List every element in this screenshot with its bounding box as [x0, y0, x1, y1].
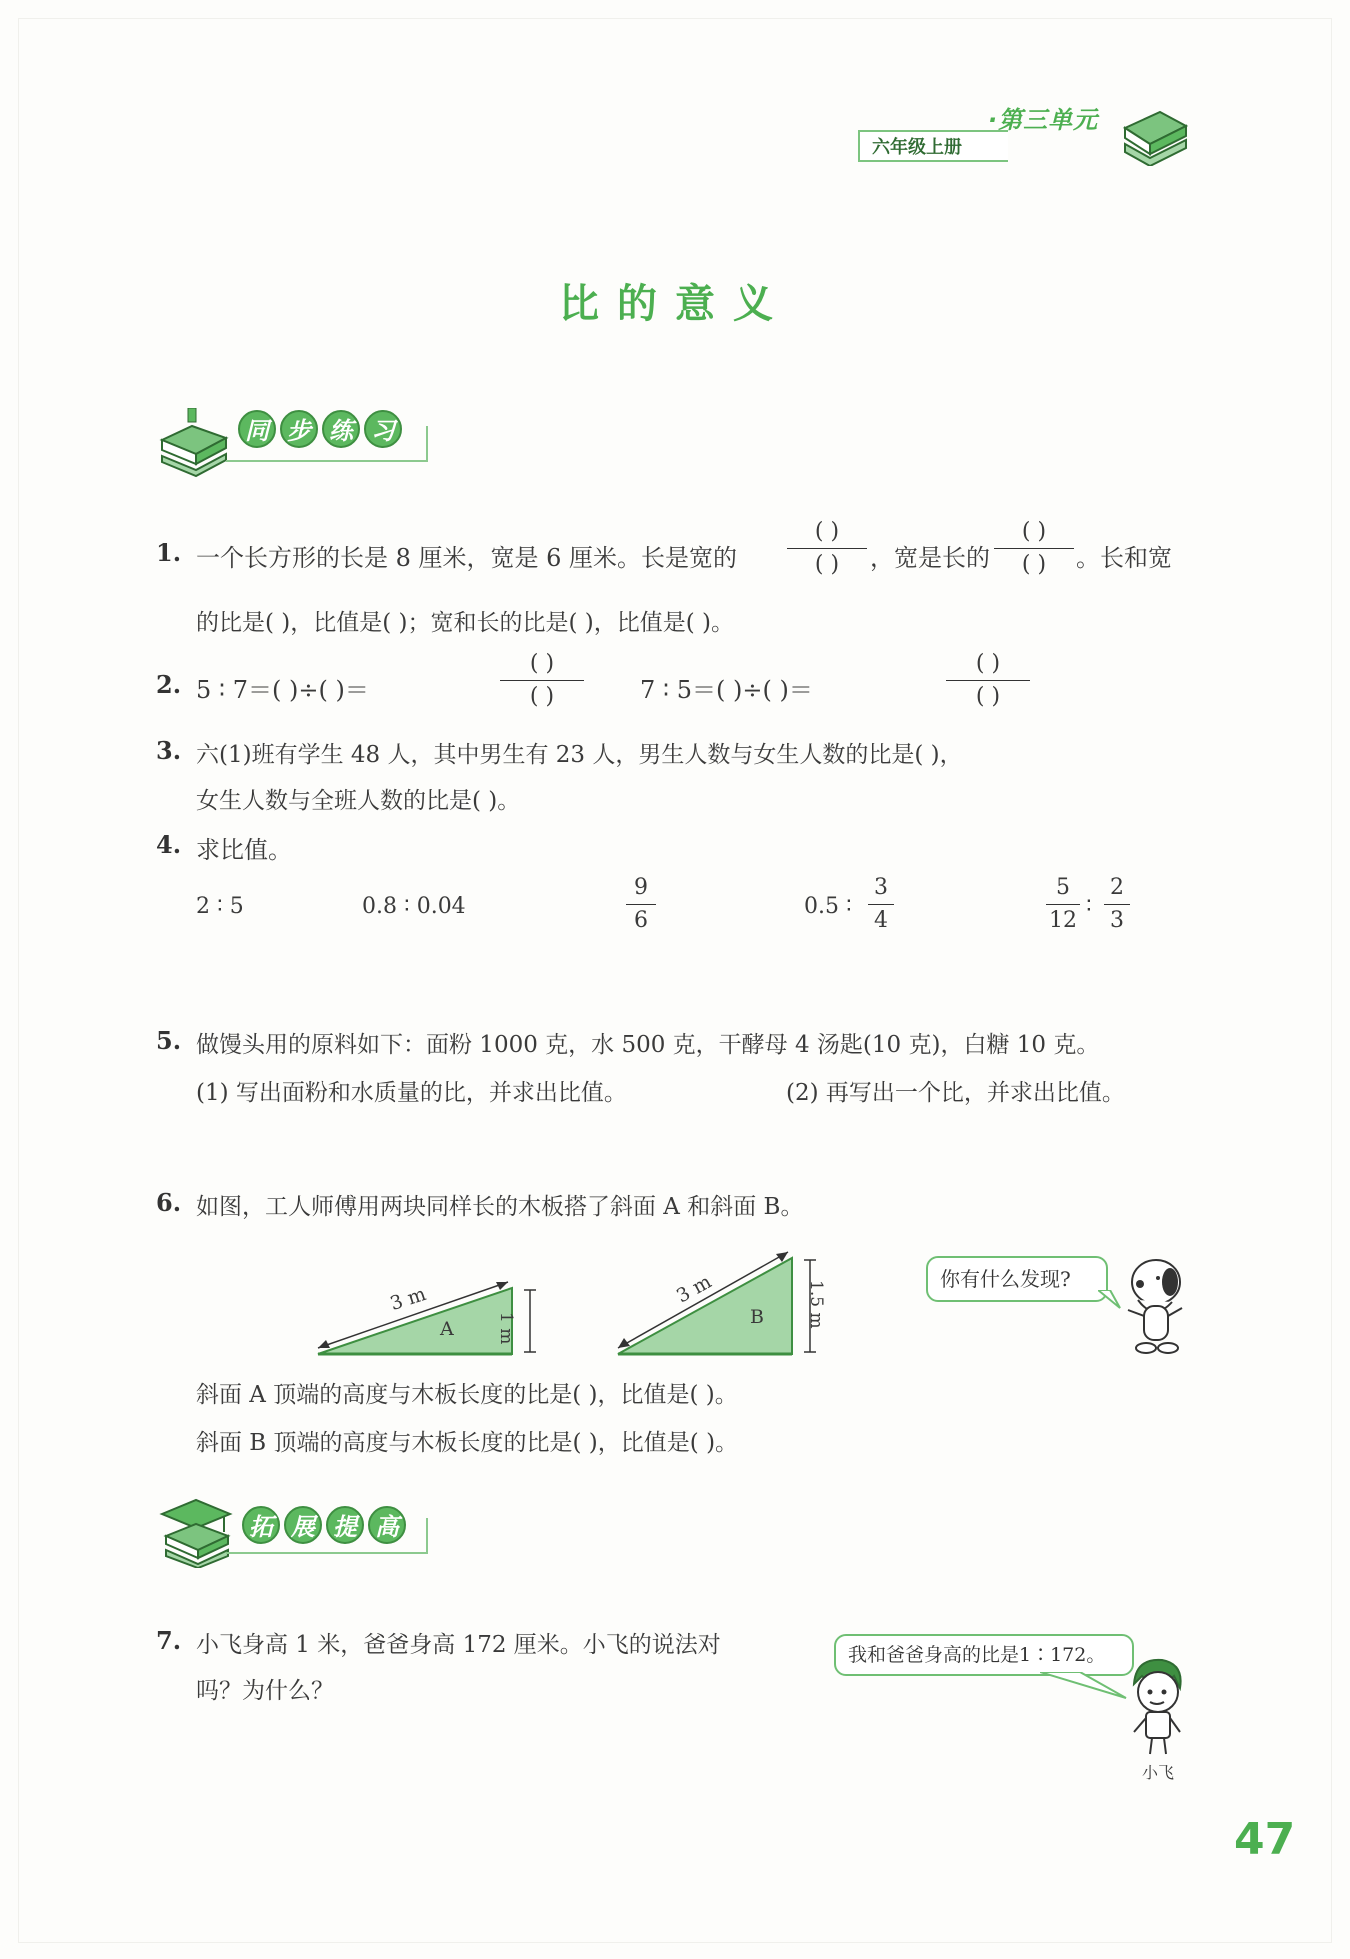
page-title: 比的意义 [559, 281, 791, 327]
question-number: 1. [156, 538, 182, 567]
q6-answer-a: 斜面 A 顶端的高度与木板长度的比是( )，比值是( )。 [196, 1382, 738, 1408]
page-number: 47 [1234, 1814, 1296, 1865]
slope-a-height-label: 1 m [496, 1312, 516, 1345]
banner-char: 习 [364, 410, 402, 448]
slope-a-length-label: 3 m [387, 1282, 429, 1316]
q4-item-3: 9 6 [626, 874, 656, 935]
q4-item-5a: 5 12 [1046, 874, 1080, 935]
books-stack-icon [156, 408, 232, 478]
banner-char: 提 [326, 1506, 364, 1544]
slope-b-height-label: 1.5 m [806, 1280, 826, 1329]
question-number: 6. [156, 1188, 182, 1217]
unit-label: ·第三单元 [988, 106, 1099, 134]
q1-text-a: 一个长方形的长是 8 厘米，宽是 6 厘米。长是宽的 [196, 544, 738, 572]
xiaofei-boy-icon [1120, 1654, 1190, 1758]
speech-bubble-discovery: 你有什么发现? [926, 1256, 1108, 1302]
character-name: 小飞 [1142, 1763, 1175, 1782]
q2-fraction-blank-1: ( ) ( ) [500, 650, 584, 711]
q7-line2: 吗？为什么？ [196, 1678, 334, 1704]
unit-badge [858, 100, 1188, 170]
q4-title: 求比值。 [196, 836, 292, 864]
banner-char: 同 [238, 410, 276, 448]
q5-sub-2: (2) 再写出一个比，并求出比值。 [786, 1080, 1125, 1106]
q4-item-4-fraction: 3 4 [868, 874, 894, 935]
q4-item-5-sep: ∶ [1086, 894, 1092, 919]
question-number: 4. [156, 830, 182, 859]
q6-line1: 如图，工人师傅用两块同样长的木板搭了斜面 A 和斜面 B。 [196, 1194, 804, 1220]
q6-answer-b: 斜面 B 顶端的高度与木板长度的比是( )，比值是( )。 [196, 1430, 739, 1456]
banner-char: 步 [280, 410, 318, 448]
banner-title [242, 1506, 406, 1544]
q2-fraction-blank-2: ( ) ( ) [946, 650, 1030, 711]
q1-text-line2: 的比是( )，比值是( )；宽和长的比是( )，比值是( )。 [196, 610, 735, 636]
q1-text-c: 。长和宽 [1076, 544, 1172, 572]
q3-line2: 女生人数与全班人数的比是( )。 [196, 788, 521, 814]
slope-b-figure [612, 1240, 832, 1370]
question-number: 5. [156, 1026, 182, 1055]
slope-b-label: B [750, 1306, 764, 1328]
q2-part-b: 7 ∶ 5＝( )÷( )＝ [640, 676, 813, 704]
books-icon [1120, 100, 1190, 166]
banner-char: 展 [284, 1506, 322, 1544]
grade-label: 六年级上册 [858, 130, 1008, 162]
q4-item-2: 0.8 ∶ 0.04 [362, 894, 466, 919]
q2-part-a: 5 ∶ 7＝( )÷( )＝ [196, 676, 369, 704]
bubble-tail [1040, 1672, 1130, 1702]
snoopy-character-icon [1118, 1252, 1190, 1362]
question-number: 7. [156, 1626, 182, 1655]
banner-char: 高 [368, 1506, 406, 1544]
banner-char: 练 [322, 410, 360, 448]
slope-a-label: A [440, 1318, 454, 1340]
q1-fraction-blank-2: ( ) ( ) [994, 518, 1074, 579]
question-number: 3. [156, 736, 182, 765]
graduation-cap-books-icon [156, 1496, 236, 1568]
banner-title [238, 410, 402, 448]
section-banner-extension [156, 1496, 456, 1556]
banner-char: 拓 [242, 1506, 280, 1544]
q7-line1: 小飞身高 1 米，爸爸身高 172 厘米。小飞的说法对 [196, 1632, 721, 1658]
q5-line1: 做馒头用的原料如下：面粉 1000 克，水 500 克，干酵母 4 汤匙(10 克)，白糖 10 克。 [196, 1032, 1100, 1058]
section-banner-practice [156, 408, 456, 468]
slope-a-figure [312, 1270, 552, 1370]
q5-sub-1: (1) 写出面粉和水质量的比，并求出比值。 [196, 1080, 627, 1106]
q4-item-4-lead: 0.5 ∶ [804, 894, 852, 919]
q1-fraction-blank-1: ( ) ( ) [787, 518, 867, 579]
question-number: 2. [156, 670, 182, 699]
q4-item-5b: 2 3 [1104, 874, 1130, 935]
q4-item-1: 2 ∶ 5 [196, 894, 244, 919]
q1-text-b: ，宽是长的 [870, 544, 990, 572]
speech-bubble-xiaofei: 我和爸爸身高的比是1∶172。 [834, 1634, 1134, 1676]
q3-line1: 六(1)班有学生 48 人，其中男生有 23 人，男生人数与女生人数的比是( )， [196, 742, 963, 768]
slope-b-length-label: 3 m [672, 1270, 716, 1308]
